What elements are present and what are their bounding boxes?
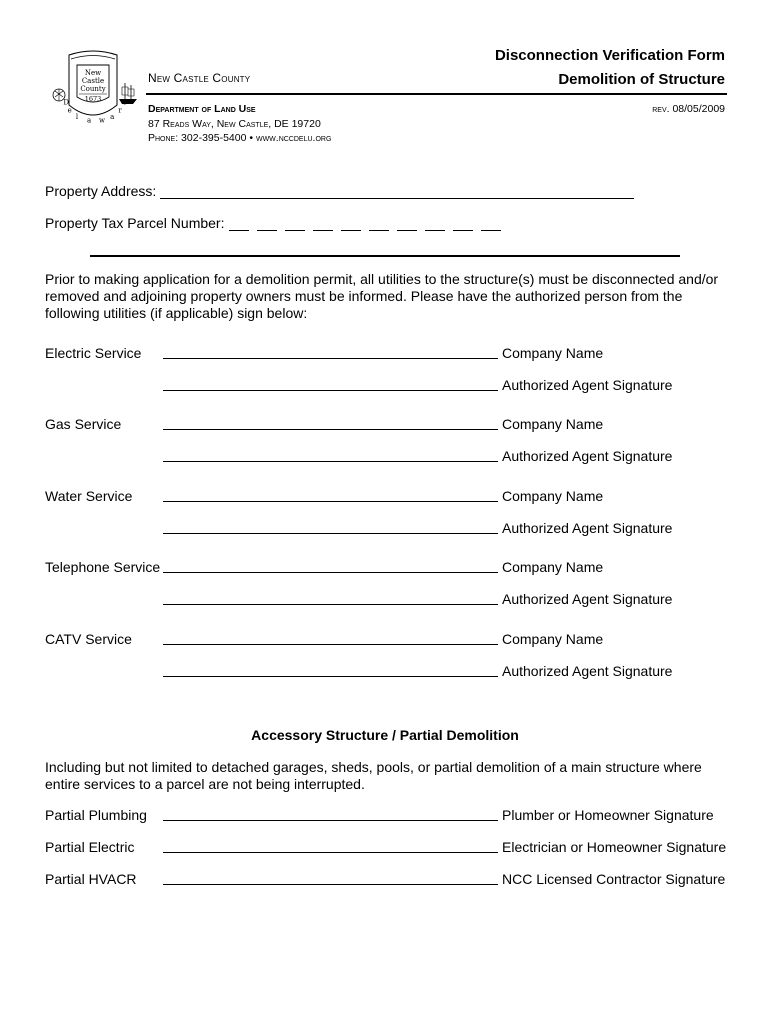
telephone-company-field[interactable] — [163, 572, 498, 573]
water-signature-field[interactable] — [163, 533, 498, 534]
seal-text-county: County — [80, 85, 106, 93]
electric-company-label: Company Name — [502, 345, 604, 361]
gas-company-field[interactable] — [163, 429, 498, 430]
gas-signature-field[interactable] — [163, 461, 498, 462]
catv-signature-label: Authorized Agent Signature — [502, 663, 673, 679]
seal-text-new: New — [84, 69, 102, 77]
instructions-paragraph: Prior to making application for a demolition permit, all utilities to the structure(s) must be disconnected and/or removed and adjoining property owners must be informed. Please have the authorized person from the following utilities (if applicable) sign below: — [45, 271, 719, 321]
form-title: Disconnection Verification Form — [494, 47, 725, 64]
catv-company-field[interactable] — [163, 644, 498, 645]
water-company-field[interactable] — [163, 501, 498, 502]
plumber-signature-label: Plumber or Homeowner Signature — [502, 807, 714, 823]
accessory-instructions: Including but not limited to detached garages, sheds, pools, or partial demolition of a main structure where entire services to a parcel are not being interrupted. — [45, 759, 702, 792]
header-rule — [146, 93, 727, 95]
partial-plumbing-label: Partial Plumbing — [45, 807, 147, 823]
seal-year: 1673 — [84, 95, 102, 103]
contractor-signature-label: NCC Licensed Contractor Signature — [502, 871, 726, 887]
catv-company-label: Company Name — [502, 631, 604, 647]
electric-signature-label: Authorized Agent Signature — [502, 377, 673, 393]
electric-signature-field[interactable] — [163, 390, 498, 391]
seal-ring-text: D el a w are — [63, 98, 127, 125]
partial-electric-label: Partial Electric — [45, 839, 135, 855]
utility-label-telephone: Telephone Service — [45, 559, 161, 575]
seal-text-castle: Castle — [81, 77, 105, 85]
telephone-signature-field[interactable] — [163, 604, 498, 605]
utility-label-electric: Electric Service — [45, 345, 142, 361]
department-phone: Phone: 302-395-5400 • www.nccdelu.org — [148, 132, 332, 144]
utility-label-water: Water Service — [45, 488, 133, 504]
revision-date: rev. 08/05/2009 — [652, 103, 725, 115]
electrician-signature-label: Electrician or Homeowner Signature — [502, 839, 727, 855]
parcel-number-field[interactable] — [229, 230, 501, 231]
accessory-section-heading: Accessory Structure / Partial Demolition — [251, 727, 519, 743]
utility-label-gas: Gas Service — [45, 416, 122, 432]
gas-signature-label: Authorized Agent Signature — [502, 448, 673, 464]
catv-signature-field[interactable] — [163, 676, 498, 677]
department-address: 87 Reads Way, New Castle, DE 19720 — [148, 118, 321, 130]
telephone-signature-label: Authorized Agent Signature — [502, 591, 673, 607]
partial-hvacr-field[interactable] — [163, 884, 498, 885]
partial-hvacr-label: Partial HVACR — [45, 871, 137, 887]
county-name: New Castle County — [148, 71, 251, 85]
utility-label-catv: CATV Service — [45, 631, 132, 647]
partial-plumbing-field[interactable] — [163, 820, 498, 821]
section-divider — [90, 255, 680, 257]
property-address-field[interactable] — [160, 198, 634, 199]
telephone-company-label: Company Name — [502, 559, 604, 575]
parcel-number-label: Property Tax Parcel Number: — [45, 215, 225, 231]
water-signature-label: Authorized Agent Signature — [502, 520, 673, 536]
department-name: Department of Land Use — [148, 103, 256, 115]
form-subtitle: Demolition of Structure — [558, 71, 725, 88]
partial-electric-field[interactable] — [163, 852, 498, 853]
property-address-label: Property Address: — [45, 183, 157, 199]
water-company-label: Company Name — [502, 488, 604, 504]
gas-company-label: Company Name — [502, 416, 604, 432]
county-seal-logo — [47, 45, 139, 137]
electric-company-field[interactable] — [163, 358, 498, 359]
